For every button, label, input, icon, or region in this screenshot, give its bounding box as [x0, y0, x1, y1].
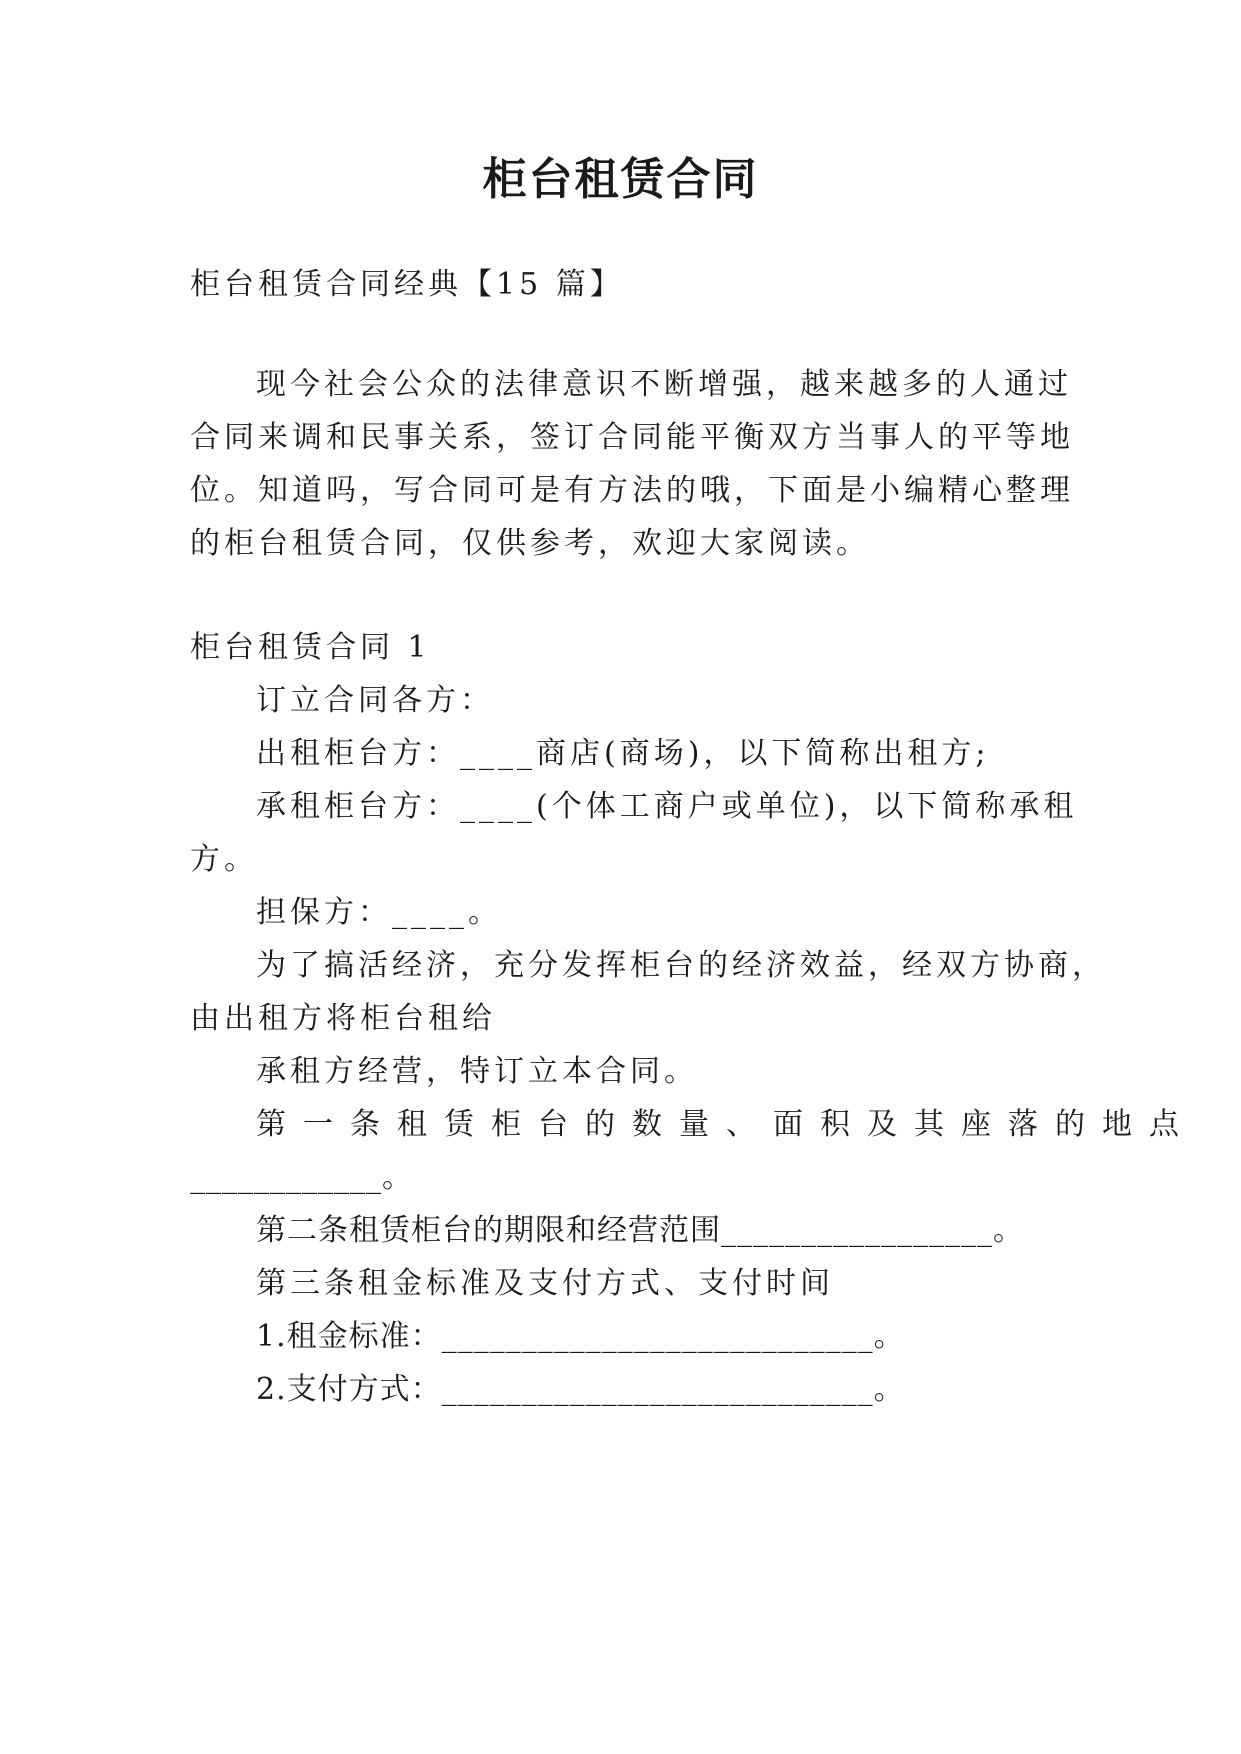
intro-line: 位。知道吗，写合同可是有方法的哦，下面是小编精心整理	[190, 473, 1074, 508]
body-line: 方。	[190, 842, 258, 877]
body-line-article-1: 第一条租赁柜台的数量、面积及其座落的地点	[256, 1107, 1196, 1142]
body-line-rent-standard: 1.租金标准：___________________________。	[256, 1319, 905, 1354]
body-line-article-3: 第三条租金标准及支付方式、支付时间	[256, 1266, 834, 1301]
intro-line: 现今社会公众的法律意识不断增强，越来越多的人通过	[256, 367, 1072, 402]
section-heading: 柜台租赁合同 1	[190, 630, 431, 665]
body-line: 承租柜台方：____(个体工商户或单位)，以下简称承租	[256, 789, 1078, 824]
body-line-payment-method: 2.支付方式：___________________________。	[256, 1372, 905, 1407]
body-line-article-2: 第二条租赁柜台的期限和经营范围_________________。	[256, 1213, 1024, 1248]
body-line: ____________。	[190, 1160, 413, 1195]
body-line: 担保方：____。	[256, 895, 502, 930]
body-line: 出租柜台方：____商店(商场)，以下简称出租方;	[256, 736, 990, 771]
document-title: 柜台租赁合同	[482, 154, 759, 205]
document-subtitle: 柜台租赁合同经典【15 篇】	[190, 267, 624, 302]
intro-line: 的柜台租赁合同，仅供参考，欢迎大家阅读。	[190, 526, 870, 561]
body-line: 承租方经营，特订立本合同。	[256, 1054, 698, 1089]
body-line: 订立合同各方：	[256, 683, 494, 718]
body-line: 为了搞活经济，充分发挥柜台的经济效益，经双方协商，	[256, 948, 1106, 983]
body-line: 由出租方将柜台租给	[190, 1001, 496, 1036]
intro-line: 合同来调和民事关系，签订合同能平衡双方当事人的平等地	[190, 420, 1074, 455]
